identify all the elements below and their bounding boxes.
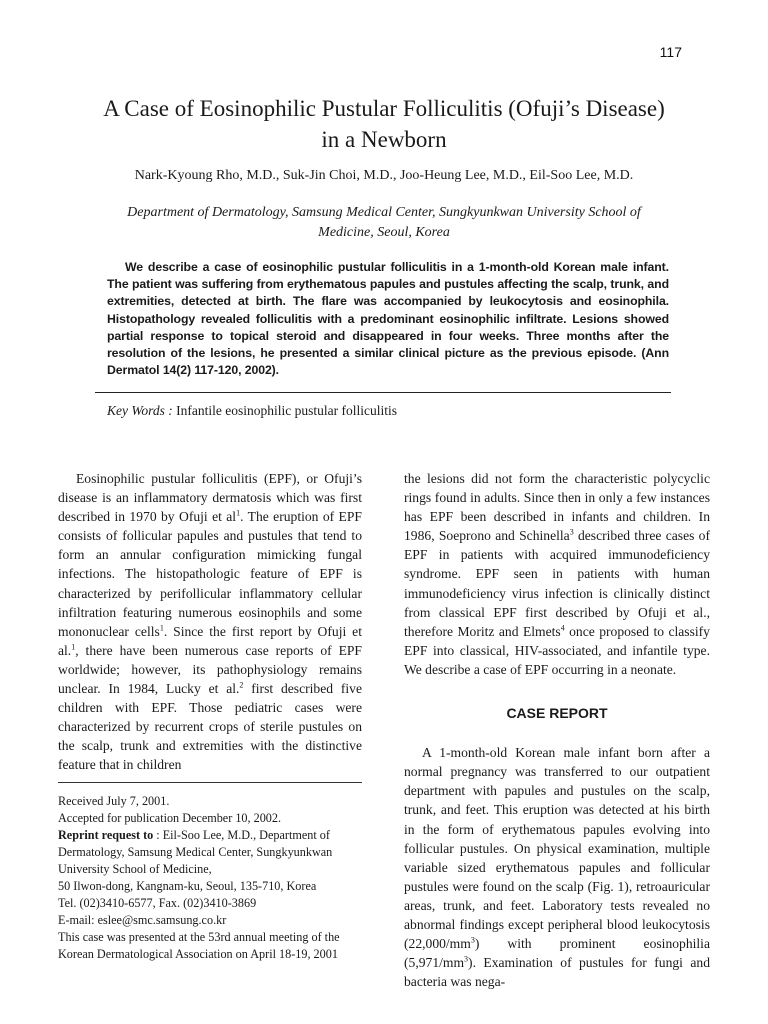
affiliation: Department of Dermatology, Samsung Medical Center, Sungkyunkwan University School of Medicine, Seoul, Korea (127, 205, 641, 240)
citation-ref: 1 (159, 623, 164, 633)
footnote-divider (58, 782, 362, 783)
article-title (60, 93, 708, 155)
case-report-paragraph: A 1-month-old Korean male infant born after a normal pregnancy was transferred to our outpatient department with papules and pustules on the scalp, trunk, and feet. This eruption was detected at his birth in the form of erythematous papules evolving into follicular pustules. On physical examination, multiple variable sized erythematous papules and follicular pustules were found on the scalp (Fig. 1), retroauricular areas, trunk, and feet. Laboratory tests revealed no abnormal findings except peripheral blood leukocytosis $(22,000/mm^3)$ with prominent eosinophilia $(5,971/mm^3)$. Examination of pustules for fungi and bacteria was nega- (404, 745, 710, 990)
unit-superscript: 3 (464, 954, 469, 964)
author-list: Nark-Kyoung Rho, M.D., Suk-Jin Choi, M.D., Joo-Heung Lee, M.D., Eil-Soo Lee, M.D. (134, 168, 634, 183)
unit-superscript: 3 (470, 935, 475, 945)
address: 50 Ilwon-dong, Kangnam-ku, Seoul, 135-710, Korea (58, 879, 317, 893)
email: E-mail: eslee@smc.samsung.co.kr (58, 913, 227, 927)
abstract: We describe a case of eosinophilic pustular folliculitis in a 1-month-old Korean male infant. The patient was suffering from erythematous papules and pustules affecting the scalp, trunk, and extremities, detected at birth. The flare was accompanied by leukocytosis and eosinophila. Histopathology revealed folliculitis with a predominant eosinophilic infiltrate. Lesions showed partial response to topical steroid and disappeared in four weeks. Three months after the resolution of the lesions, he presented a similar clinical picture as the previous episode. (Ann Dermatol 14(2) 117-120, 2002). (107, 260, 669, 378)
accepted-date: Accepted for publication December 10, 2002. (58, 811, 282, 825)
citation-ref: 1 (236, 508, 241, 518)
keywords-label: Key Words : (107, 403, 173, 418)
left-column (58, 469, 362, 775)
phone-fax: Tel. (02)3410-6577, Fax. (02)3410-3869 (58, 896, 257, 910)
title-line-2: in a Newborn (321, 127, 447, 152)
citation-ref: 3 (569, 527, 574, 537)
citation-ref: 4 (560, 623, 565, 633)
keywords-value: Infantile eosinophilic pustular folliculitis (172, 403, 397, 418)
keywords (107, 403, 397, 419)
footnotes (58, 793, 362, 963)
title-line-1: A Case of Eosinophilic Pustular Folliculitis (Ofuji’s Disease) (103, 96, 665, 121)
citation-ref: 2 (239, 680, 244, 690)
abstract-divider (95, 392, 671, 393)
reprint-label: Reprint request to (58, 828, 154, 842)
page-number: 117 (659, 44, 682, 60)
intro-paragraph: Eosinophilic pustular folliculitis (EPF), or Ofuji’s disease is an inflammatory dermatosis which was first described in 1970 by Ofuji et $al^1$. The eruption of EPF consists of follicular papules and pustules that tend to form an annular configuration mimicking fungal infections. The histopathologic feature of EPF is characterized by perifollicular inflammatory cellular infiltration featuring numerous eosinophils and some mononuclear cells$^1$. Since the first report by Ofuji et al.$^1$, there have been numerous case reports of EPF worldwide; however, its pathophysiology remains unclear. In 1984, Lucky et al.$^2$ first described five children with EPF. Those pediatric cases were characterized by recurrent crops of sterile pustules on the scalp, trunk and extremities with the distinctive feature that in children (58, 471, 363, 773)
reprint-request: Reprint request to : Eil-Soo Lee, M.D., Department of Dermatology, Samsung Medical Center, Sungkyunkwan University School of Medicine, (58, 828, 333, 876)
section-heading-case-report: CASE REPORT (506, 705, 608, 722)
right-column (404, 469, 710, 991)
intro-paragraph-continued: the lesions did not form the characteristic polycyclic rings found in adults. Since then in only a few instances has EPF been described in infants and children. In 1986, Soeprono and Schinella$^3$ described three cases of EPF in patients with acquired immunodeficiency syndrome. EPF seen in patients with human immunodeficiency virus infection is clinically distinct from classical EPF first described by Ofuji et al., therefore Moritz and Elmets$^4$ once proposed to classify EPF into classical, HIV-associated, and infantile type. We describe a case of EPF occurring in a neonate. (404, 471, 710, 677)
presentation-note: This case was presented at the 53rd annual meeting of the Korean Dermatological Association on April 18-19, 2001 (58, 930, 340, 961)
citation-ref: 1 (71, 642, 76, 652)
received-date: Received July 7, 2001. (58, 794, 170, 808)
